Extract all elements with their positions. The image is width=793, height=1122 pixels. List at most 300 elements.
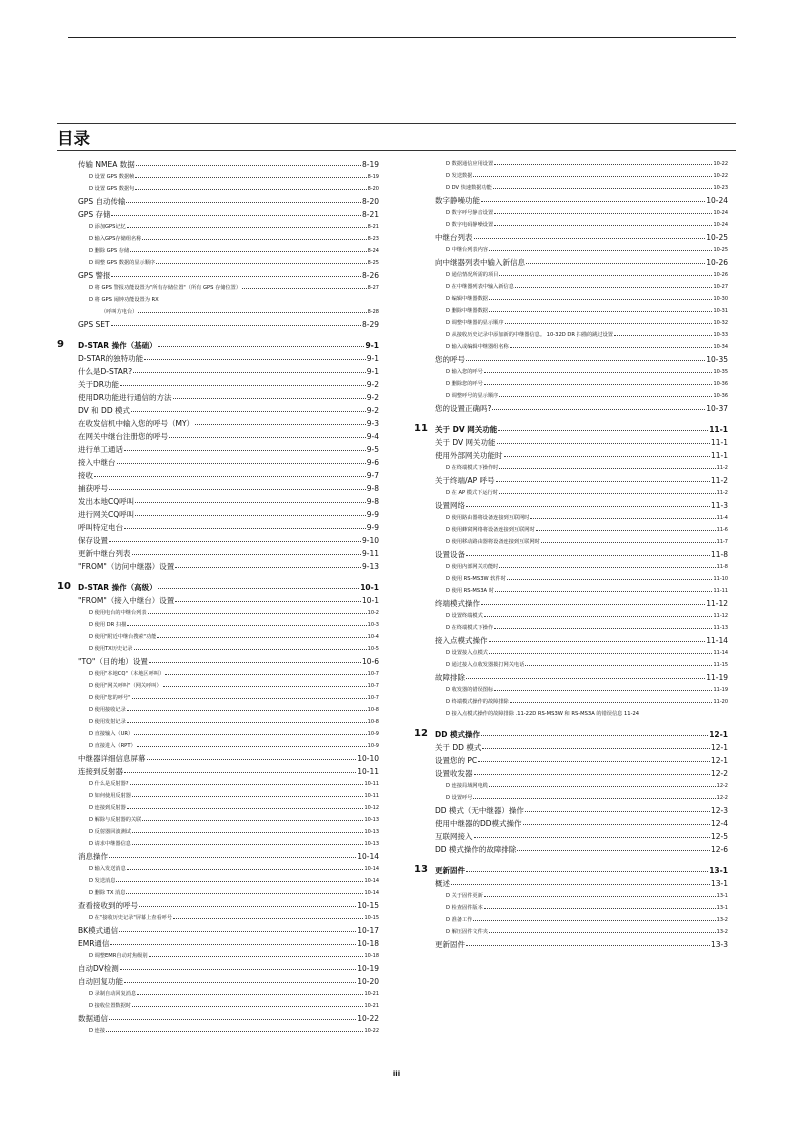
toc-section-entry[interactable] [414,741,728,754]
toc-chapter-entry[interactable] [414,423,728,436]
toc-section-entry[interactable] [57,1012,379,1025]
toc-entry-page: 11-1 [710,438,728,447]
dot-leader [110,944,356,945]
toc-entry-title: GPS 存储 [78,210,111,219]
toc-entry-title: D 输入GPS存储组名称 [89,236,142,242]
toc-section-entry[interactable] [57,547,379,560]
toc-section-entry[interactable] [57,765,379,778]
toc-section-entry[interactable] [57,850,379,863]
dot-leader [466,360,705,361]
dot-leader [484,616,713,617]
toc-subsection-entry[interactable] [57,988,379,1000]
dot-leader [481,735,708,736]
toc-entry-page: 10-7 [367,683,379,689]
toc-subsection-entry[interactable] [57,802,379,814]
dot-leader [120,969,356,970]
toc-subsection-entry[interactable] [414,305,728,317]
toc-subsection-entry[interactable] [414,914,728,926]
toc-entry-page: 10-8 [367,707,379,713]
toc-subsection-entry[interactable] [414,622,728,634]
dot-leader [489,932,716,933]
toc-entry-title: GPS SET [78,320,110,329]
dot-leader [478,761,710,762]
dot-leader [133,372,366,373]
toc-subsection-entry[interactable] [57,950,379,962]
dot-leader [482,748,710,749]
toc-section-entry[interactable] [57,924,379,937]
toc-section-entry[interactable] [414,754,728,767]
toc-subsection-entry[interactable] [57,619,379,631]
toc-entry-page: 10-10 [357,754,379,763]
toc-entry-page: 10-34 [713,344,728,350]
toc-entry-page: 10-22 [713,161,728,167]
toc-section-entry[interactable] [57,158,379,171]
toc-subsection-entry[interactable] [414,780,728,792]
toc-section-entry[interactable] [57,508,379,521]
toc-subsection-entry[interactable] [57,912,379,924]
toc-section-entry[interactable] [414,938,728,951]
toc-entry-title: 使用外部网关功能时 [435,451,503,460]
toc-section-entry[interactable] [57,495,379,508]
toc-section-entry[interactable] [57,318,379,331]
toc-subsection-entry[interactable] [414,281,728,293]
toc-subsection-entry[interactable] [57,183,379,195]
toc-entry-title: 数据通信 [78,1014,108,1023]
toc-chapter-entry[interactable] [414,728,728,741]
toc-subsection-entry[interactable] [414,696,728,708]
dot-leader [111,325,361,326]
toc-entry-title: 终端模式操作 [435,599,480,608]
toc-subsection-entry[interactable] [414,329,728,341]
toc-subsection-entry[interactable] [57,887,379,899]
toc-subsection-entry[interactable] [414,524,728,536]
toc-entry-title: "FROM"（访问中继器）设置 [78,562,175,571]
toc-entry-page: 9-3 [366,419,379,428]
toc-subsection-entry[interactable] [57,221,379,233]
dot-leader [541,542,716,543]
toc-entry-page: 10-1 [360,583,379,592]
toc-entry-title: D 什么是反射器? [89,781,129,787]
toc-entry-title: 保存设置 [78,536,108,545]
dot-leader [474,837,710,838]
toc-section-entry[interactable] [414,830,728,843]
toc-subsection-entry[interactable] [414,647,728,659]
toc-entry-title: 您的呼号 [435,355,465,364]
dot-leader [137,994,363,995]
toc-section-entry[interactable] [57,269,379,282]
toc-entry-title: 自动DV检测 [78,964,119,973]
toc-entry-title: D 连接到反射器 [89,805,126,811]
toc-section-entry[interactable] [57,208,379,221]
dot-leader [474,774,710,775]
toc-section-entry[interactable] [57,443,379,456]
toc-entry-title: D 在 AP 模式下运行时 [446,490,498,496]
toc-entry-page: 11-12 [713,613,728,619]
toc-section-entry[interactable] [57,469,379,482]
toc-entry-title: D 使用 RS-MS3A 时 [446,588,494,594]
toc-subsection-entry[interactable] [57,826,379,838]
toc-entry-page: 10-32 [713,320,728,326]
toc-entry-title: D 中继台列表内容 [446,247,488,253]
toc-section-entry[interactable] [414,804,728,817]
dot-leader [195,424,366,425]
toc-entry-page: 8-19 [367,174,379,180]
toc-subsection-entry[interactable] [414,659,728,671]
toc-section-entry[interactable] [57,391,379,404]
toc-section-entry[interactable] [414,353,728,366]
toc-entry-title: D 使用电台的中继台列表 [89,610,147,616]
toc-section-entry[interactable] [57,404,379,417]
toc-section-entry[interactable] [414,817,728,830]
toc-subsection-entry[interactable] [57,171,379,183]
toc-subsection-entry[interactable] [57,680,379,692]
toc-section-entry[interactable] [57,752,379,765]
toc-subsection-entry[interactable] [414,219,728,231]
toc-section-entry[interactable] [414,877,728,890]
toc-entry-title: D 直接输入（UR） [89,731,134,737]
dot-leader [124,772,356,773]
toc-entry-page: 11-3 [710,501,728,510]
toc-entry-page: 10-6 [361,657,379,666]
dot-leader [132,796,364,797]
toc-entry-page: 13-1 [710,879,728,888]
toc-subsection-entry[interactable] [57,282,379,294]
toc-chapter-entry[interactable] [414,864,728,877]
toc-section-entry[interactable] [57,937,379,950]
toc-entry-title: D 使用"附近中继台搜索"功能 [89,634,157,640]
toc-entry-page: 11-2 [710,476,728,485]
toc-entry-title: D 数字呼号静音设置 [446,210,494,216]
toc-entry-title: （呼叫方电台） [101,309,138,315]
dot-leader [494,213,712,214]
toc-entry-title: BK模式通信 [78,926,119,935]
toc-entry-page: 12-4 [710,819,728,828]
toc-subsection-entry[interactable] [414,792,728,804]
toc-entry-page: 11-13 [713,625,728,631]
chapter-number: 12 [414,728,428,739]
toc-section-entry[interactable] [414,436,728,449]
toc-subsection-entry[interactable] [57,716,379,728]
toc-subsection-entry[interactable] [57,838,379,850]
toc-entry-title: D 准备工作 [446,917,473,923]
dot-leader [157,637,366,638]
toc-section-entry[interactable] [414,767,728,780]
toc-subsection-entry[interactable] [414,585,728,597]
dot-leader [169,437,366,438]
toc-subsection-entry[interactable] [57,875,379,887]
toc-entry-page: 9-9 [366,523,379,532]
toc-subsection-entry[interactable] [57,257,379,269]
toc-chapter-entry[interactable] [57,339,379,352]
toc-section-entry[interactable] [57,195,379,208]
dot-leader [142,239,366,240]
toc-subsection-entry[interactable] [57,814,379,826]
toc-subsection-entry[interactable] [414,317,728,329]
toc-entry-page: 13-3 [710,940,728,949]
toc-section-entry[interactable] [57,594,379,607]
toc-entry-page: 10-25 [713,247,728,253]
toc-subsection-entry[interactable] [57,607,379,619]
toc-subsection-entry[interactable] [57,728,379,740]
toc-subsection-entry[interactable] [414,462,728,474]
toc-subsection-entry[interactable] [414,390,728,402]
toc-section-entry[interactable] [414,194,728,207]
toc-entry-title: D 设置接入点模式 [446,650,488,656]
toc-section-entry[interactable] [57,417,379,430]
toc-subsection-entry[interactable] [57,778,379,790]
dot-leader [130,784,364,785]
dot-leader [499,567,715,568]
toc-subsection-entry[interactable] [57,294,379,306]
toc-subsection-entry[interactable] [414,902,728,914]
toc-left-column [57,158,379,1037]
toc-entry-title: D 在中继器列表中输入新信息 [446,284,514,290]
toc-entry-page: 10-24 [706,196,728,205]
dot-leader [158,588,360,589]
toc-subsection-entry[interactable] [414,926,728,938]
dot-leader [163,686,367,687]
toc-subsection-entry[interactable] [57,790,379,802]
toc-entry-title: D 解压固件文件夹 [446,929,488,935]
toc-subsection-entry[interactable] [57,631,379,643]
toc-subsection-entry[interactable] [57,863,379,875]
page-number: iii [392,1070,401,1078]
toc-subsection-entry[interactable] [414,244,728,256]
toc-section-entry[interactable] [414,671,728,684]
toc-subsection-entry[interactable] [57,643,379,655]
toc-subsection-entry[interactable] [414,170,728,182]
toc-entry-title: D 删除您的呼号 [446,381,483,387]
toc-subsection-entry[interactable] [414,610,728,622]
toc-entry-title: 在网关中继台注册您的呼号 [78,432,168,441]
toc-entry-title: EMR通信 [78,939,110,948]
toc-section-entry[interactable] [414,843,728,856]
toc-entry-title: D 将 GPS 闹钟功能设置为 RX [89,297,159,303]
toc-entry-title: 更新中继台列表 [78,549,131,558]
toc-subsection-entry[interactable] [414,207,728,219]
toc-section-entry[interactable] [57,899,379,912]
dot-leader [526,263,705,264]
toc-entry-title: D 在"接收历史记录"屏幕上查看呼号 [89,915,173,921]
toc-section-entry[interactable] [57,655,379,668]
toc-section-entry[interactable] [414,548,728,561]
toc-entry-title: D 数据通信应用设置 [446,161,494,167]
toc-subsection-entry[interactable] [57,668,379,680]
toc-subsection-entry[interactable] [57,704,379,716]
toc-entry-page: 10-7 [367,671,379,677]
toc-entry-page: 10-11 [357,767,379,776]
dot-leader [126,202,360,203]
dot-leader [124,982,356,983]
toc-entry-title: D 接入点模式操作的故障排除 .11-22D RS-MS3W 和 RS-MS3A 的错误信息 11-24 [446,711,640,717]
toc-section-entry[interactable] [57,482,379,495]
toc-section-entry[interactable] [414,256,728,269]
toc-entry-page: 12-2 [716,783,728,789]
toc-entry-title: 什么是D-STAR? [78,367,133,376]
dot-leader [124,450,366,451]
dot-leader [134,734,366,735]
dot-leader [109,489,366,490]
dot-leader [132,1006,364,1007]
chapter-number: 9 [57,339,64,350]
toc-section-entry[interactable] [57,962,379,975]
toc-subsection-entry[interactable] [57,233,379,245]
toc-section-entry[interactable] [57,560,379,573]
dot-leader [127,625,366,626]
toc-entry-page: 10-18 [364,953,379,959]
toc-entry-title: D 请求中继器信息 [89,841,131,847]
toc-entry-title: D 接收位置数据时 [89,1003,131,1009]
chapter-number: 13 [414,864,428,875]
dot-leader [523,824,710,825]
toc-entry-page: 9-8 [366,484,379,493]
toc-subsection-entry[interactable] [57,692,379,704]
dot-leader [498,430,708,431]
dot-leader [173,398,366,399]
toc-entry-page: 10-13 [364,841,379,847]
toc-entry-title: 中继器详细信息屏幕 [78,754,146,763]
toc-section-entry[interactable] [414,449,728,462]
toc-subsection-entry[interactable] [414,366,728,378]
chapter-number: 11 [414,423,428,434]
toc-subsection-entry[interactable] [414,536,728,548]
toc-entry-title: 互联网接入 [435,832,473,841]
toc-entry-page: 11-19 [713,687,728,693]
toc-entry-title: 进行单工通话 [78,445,123,454]
toc-entry-title: D 使用 DR 扫描 [89,622,127,628]
toc-section-entry[interactable] [414,634,728,647]
toc-subsection-entry[interactable] [57,1000,379,1012]
toc-entry-title: D 检查固件版本 [446,905,483,911]
dot-leader [497,443,710,444]
toc-section-entry[interactable] [57,975,379,988]
toc-entry-title: D 删除中继器数据 [446,308,488,314]
toc-subsection-entry[interactable] [414,341,728,353]
dot-leader [515,287,713,288]
dot-leader [138,312,366,313]
toc-entry-title: D 设置 GPS 数据帧 [89,174,135,180]
toc-subsection-entry[interactable] [414,293,728,305]
toc-subsection-entry[interactable] [57,740,379,752]
toc-subsection-entry[interactable] [414,512,728,524]
toc-entry-title: D 使用路由器将设备连接到互联网时 [446,515,530,521]
toc-section-entry[interactable] [57,430,379,443]
toc-entry-title: D 如何使用反射器 [89,793,131,799]
toc-entry-title: GPS 自动传输 [78,197,126,206]
toc-chapter-entry[interactable] [57,581,379,594]
dot-leader [117,463,366,464]
toc-subsection-entry[interactable] [414,573,728,585]
toc-entry-title: D 在终端模式下操作 [446,625,494,631]
toc-subsection-entry[interactable] [57,245,379,257]
toc-entry-page: 9-1 [366,367,379,376]
toc-entry-page: 10-14 [364,890,379,896]
toc-entry-title: D 连接局域网电缆 [446,783,488,789]
dot-leader [127,808,364,809]
toc-entry-title: D-STAR 操作（基础） [78,341,157,350]
dot-leader [127,869,364,870]
toc-entry-title: D 删除 TX 消息 [89,890,126,896]
dot-leader [494,164,712,165]
toc-entry-page: 11-20 [713,699,728,705]
toc-entry-page: 10-26 [713,272,728,278]
toc-entry-page: 10-33 [713,332,728,338]
toc-section-entry[interactable] [414,231,728,244]
toc-section-entry[interactable] [414,597,728,610]
toc-entry-title: D 输入您的呼号 [446,369,483,375]
toc-entry-page: 9-2 [366,406,379,415]
dot-leader [536,530,716,531]
dot-leader [124,528,366,529]
toc-entry-page: 9-2 [366,380,379,389]
dot-leader [132,698,367,699]
toc-subsection-entry[interactable] [57,306,379,318]
toc-section-entry[interactable] [57,365,379,378]
toc-section-entry[interactable] [414,402,728,415]
toc-entry-page: 9-1 [365,341,379,350]
dot-leader [492,409,705,410]
toc-subsection-entry[interactable] [414,561,728,573]
toc-entry-title: 关于 DV 网关功能 [435,425,498,434]
toc-subsection-entry[interactable] [414,708,728,720]
toc-subsection-entry[interactable] [414,182,728,194]
toc-subsection-entry[interactable] [414,378,728,390]
toc-subsection-entry[interactable] [414,158,728,170]
toc-section-entry[interactable] [57,378,379,391]
toc-entry-page: 11-11 [713,588,728,594]
toc-section-entry[interactable] [57,521,379,534]
toc-section-entry[interactable] [57,352,379,365]
toc-entry-page: 12-3 [710,806,728,815]
toc-subsection-entry[interactable] [414,487,728,499]
toc-subsection-entry[interactable] [57,1025,379,1037]
toc-entry-page: 10-17 [357,926,379,935]
toc-entry-title: DV 和 DD 模式 [78,406,130,415]
toc-entry-title: GPS 警报 [78,271,111,280]
dot-leader [137,746,367,747]
toc-entry-title: D 使用TX历史记录 [89,646,133,652]
toc-entry-title: D 关于固件更新 [446,893,483,899]
toc-entry-title: D 录制自动回复消息 [89,991,137,997]
toc-entry-page: 8-29 [361,320,379,329]
toc-entry-page: 12-1 [709,730,728,739]
toc-entry-title: DD 模式（无中继器）操作 [435,806,524,815]
dot-leader [134,649,367,650]
dot-leader [127,722,367,723]
dot-leader [494,225,712,226]
toc-entry-page: 8-21 [361,210,379,219]
toc-section-entry[interactable] [57,534,379,547]
toc-entry-page: 13-2 [716,929,728,935]
toc-subsection-entry[interactable] [414,269,728,281]
dot-leader [489,299,713,300]
toc-subsection-entry[interactable] [414,684,728,696]
title-bottom-rule [57,150,736,151]
toc-subsection-entry[interactable] [414,890,728,902]
toc-section-entry[interactable] [57,456,379,469]
dot-leader [494,690,712,691]
toc-entry-page: 10-3 [367,622,379,628]
toc-entry-page: 10-35 [713,369,728,375]
dot-leader [156,263,367,264]
toc-section-entry[interactable] [414,499,728,512]
toc-entry-title: D 使用"您的呼号" [89,695,131,701]
dot-leader [505,323,713,324]
dot-leader [132,844,364,845]
toc-entry-page: 13-1 [709,866,728,875]
toc-section-entry[interactable] [414,474,728,487]
chapter-number: 10 [57,581,71,592]
